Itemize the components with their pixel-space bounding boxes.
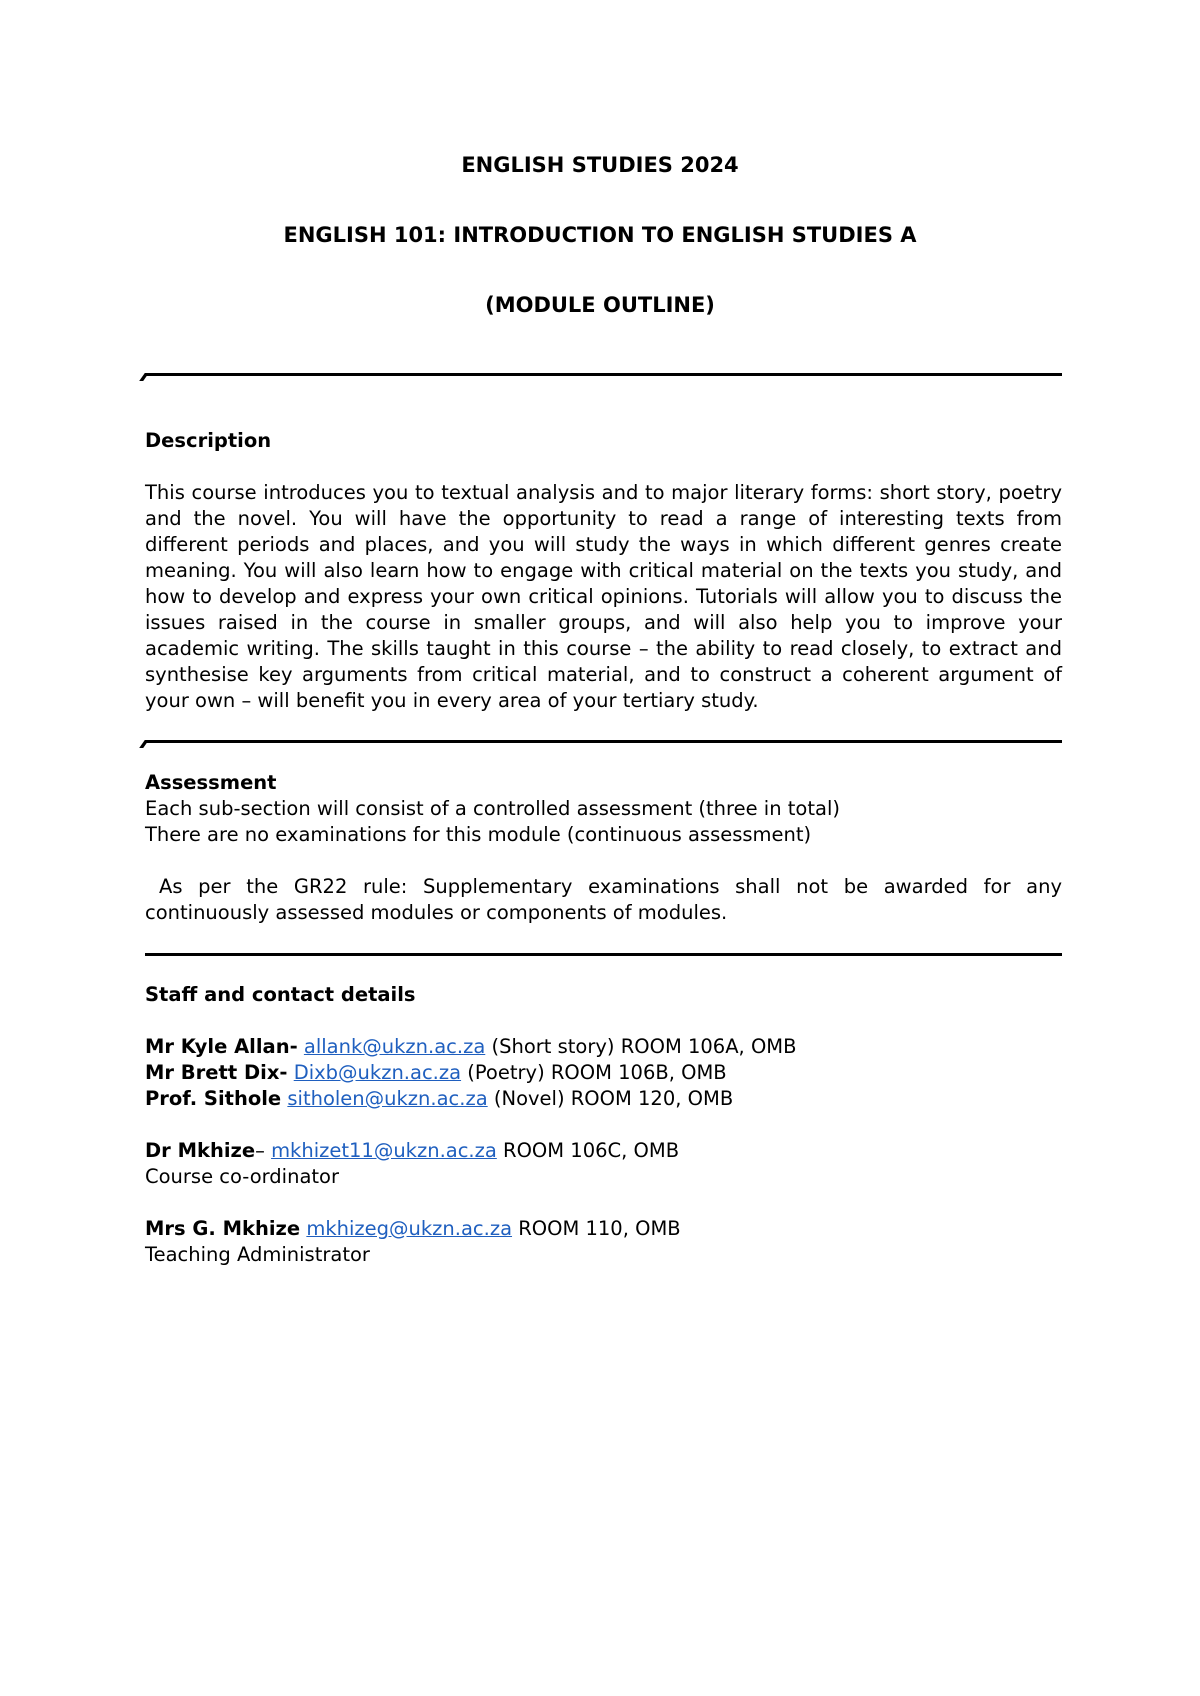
staff-name: Prof. Sithole: [145, 1087, 282, 1110]
staff-email-link[interactable]: Dixb@ukzn.ac.za: [293, 1061, 462, 1084]
staff-name: Mr Brett Dix-: [145, 1061, 288, 1084]
coordinator-dash: –: [255, 1139, 272, 1162]
staff-heading: Staff and contact details: [145, 983, 416, 1006]
section-divider: [145, 953, 1062, 956]
module-outline-label: (MODULE OUTLINE): [485, 293, 715, 317]
coordinator-email-link[interactable]: mkhizet11@ukzn.ac.za: [271, 1139, 497, 1162]
staff-details: (Short story) ROOM 106A, OMB: [485, 1035, 797, 1058]
assessment-section: [145, 770, 1062, 926]
coordinator-details: ROOM 106C, OMB: [496, 1139, 680, 1162]
assessment-line: There are no examinations for this module (continuous assessment): [145, 823, 812, 846]
section-divider: [145, 373, 1062, 376]
staff-name: Mr Kyle Allan-: [145, 1035, 298, 1058]
staff-email-link[interactable]: sitholen@ukzn.ac.za: [287, 1087, 488, 1110]
module-title: ENGLISH 101: INTRODUCTION TO ENGLISH STUDIES A: [283, 223, 917, 247]
description-heading: Description: [145, 429, 272, 452]
staff-member: [145, 1060, 1062, 1086]
staff-member: [145, 1034, 1062, 1060]
assessment-heading: Assessment: [145, 771, 277, 794]
staff-section: [145, 982, 1062, 1268]
staff-details: (Novel) ROOM 120, OMB: [487, 1087, 734, 1110]
description-body: This course introduces you to textual analysis and to major literary forms: short story, poetry and the novel. You will have the opportunity to read a range of interesting texts from different periods and places, and you will study the ways in which different genres create meaning. You will also learn how to engage with critical material on the texts you study, and how to develop and express your own critical opinions. Tutorials will allow you to discuss the issues raised in the course in smaller groups, and will also help you to improve your academic writing. The skills taught in this course – the ability to read closely, to extract and synthesise key arguments from critical material, and to construct a coherent argument of your own – will benefit you in every area of your tertiary study.: [145, 481, 1062, 712]
gr22-rule-note: As per the GR22 rule: Supplementary examinations shall not be awarded for any continuously assessed modules or components of modules.: [145, 875, 1062, 924]
staff-details: (Poetry) ROOM 106B, OMB: [461, 1061, 727, 1084]
administrator-contact: [145, 1216, 1062, 1242]
administrator-name: Mrs G. Mkhize: [145, 1217, 301, 1240]
staff-member: [145, 1086, 1062, 1112]
document-title: ENGLISH STUDIES 2024: [461, 153, 739, 177]
administrator-email-link[interactable]: mkhizeg@ukzn.ac.za: [306, 1217, 513, 1240]
section-divider: [145, 740, 1062, 743]
coordinator-name: Dr Mkhize: [145, 1139, 256, 1162]
administrator-role: Teaching Administrator: [145, 1243, 370, 1266]
assessment-line: Each sub-section will consist of a controlled assessment (three in total): [145, 797, 840, 820]
staff-email-link[interactable]: allank@ukzn.ac.za: [303, 1035, 486, 1058]
coordinator-contact: [145, 1138, 1062, 1164]
administrator-details: ROOM 110, OMB: [512, 1217, 681, 1240]
coordinator-role: Course co-ordinator: [145, 1165, 339, 1188]
description-section: [145, 428, 1062, 714]
